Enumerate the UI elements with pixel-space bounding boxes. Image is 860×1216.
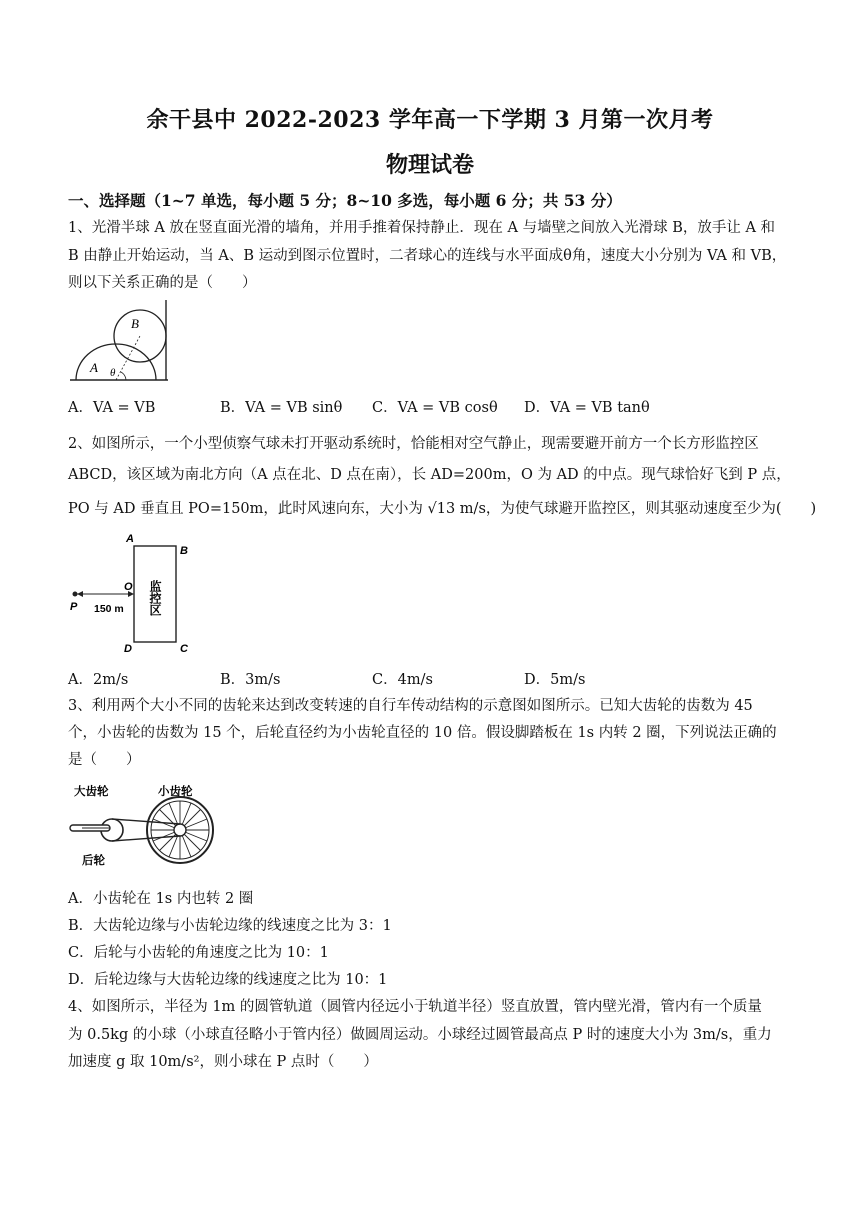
q3-option-c[interactable]: C．后轮与小齿轮的角速度之比为 10：1 [68,945,329,961]
q2-label-d: D [124,643,132,655]
exam-subtitle: 物理试卷 [385,152,474,178]
q3-line1: 3、利用两个大小不同的齿轮来达到改变转速的自行车传动结构的示意图如图所示。已知大齿轮的齿数为 45 [68,698,753,714]
q1-option-a[interactable]: A．VA = VB [68,400,156,416]
q3-option-a[interactable]: A．小齿轮在 1s 内也转 2 圈 [68,891,254,907]
q2-label-c: C [180,643,188,655]
q2-label-a: A [126,534,134,545]
q3-figure [68,778,218,866]
q1-label-b: B [131,316,139,331]
q2-label-p: P [70,601,78,613]
q1-option-c[interactable]: C．VA = VB cosθ [372,400,498,416]
q3-label-big-gear: 大齿轮 [74,784,109,798]
q1-line3: 则以下关系正确的是（ ） [68,275,257,291]
q3-line3: 是（ ） [68,752,141,768]
q3-line2: 个，小齿轮的齿数为 15 个，后轮直径约为小齿轮直径的 10 倍。假设脚踏板在 1s 内转 2 圈，下列说法正确的 [68,725,777,741]
q1-option-d[interactable]: D．VA = VB tanθ [524,400,650,416]
section-heading: 一、选择题（1~7 单选，每小题 5 分；8~10 多选，每小题 6 分；共 53 分） [68,191,622,210]
q4-line2: 为 0.5kg 的小球（小球直径略小于管内径）做圆周运动。小球经过圆管最高点 P 时的速度大小为 3m/s，重力 [68,1027,772,1043]
q2-label-o: O [124,581,133,593]
q3-option-d[interactable]: D．后轮边缘与大齿轮边缘的线速度之比为 10：1 [68,972,388,988]
q3-label-rear-wheel: 后轮 [82,853,105,866]
q1-figure [68,296,170,382]
q2-option-c[interactable]: C．4m/s [372,672,433,688]
q2-line2: ABCD，该区域为南北方向（A 点在北、D 点在南），长 AD=200m，O 为 AD 的中点。现气球恰好飞到 P 点， [68,467,791,483]
q3-option-b[interactable]: B．大齿轮边缘与小齿轮边缘的线速度之比为 3：1 [68,918,392,934]
q2-figure [68,534,194,656]
q1-option-b[interactable]: B．VA = VB sinθ [220,400,343,416]
q1-label-a: A [90,360,98,375]
q1-label-theta: θ [110,367,116,379]
q1-line2: B 由静止开始运动，当 A、B 运动到图示位置时，二者球心的连线与水平面成θ角，速度大小分别为 VA 和 VB， [68,248,787,264]
q2-label-distance: 150 m [94,603,124,615]
q4-line1: 4、如图所示，半径为 1m 的圆管轨道（圆管内径远小于轨道半径）竖直放置，管内壁光滑，管内有一个质量 [68,999,762,1015]
q2-line1: 2、如图所示，一个小型侦察气球未打开驱动系统时，恰能相对空气静止，现需要避开前方一个长方形监控区 [68,436,759,452]
q1-line1: 1、光滑半球 A 放在竖直面光滑的墙角，并用手推着保持静止．现在 A 与墙壁之间放入光滑球 B，放手让 A 和 [68,220,776,236]
q2-zone-label: 监控区 [148,580,162,616]
exam-title: 余干县中 2022-2023 学年高一下学期 3 月第一次月考 [146,107,714,133]
q2-option-a[interactable]: A．2m/s [68,672,129,688]
q3-label-small-gear: 小齿轮 [158,784,193,798]
q2-option-b[interactable]: B．3m/s [220,672,281,688]
q2-label-b: B [180,545,188,557]
q4-line3: 加速度 g 取 10m/s²，则小球在 P 点时（ ） [68,1054,378,1070]
q2-line3: PO 与 AD 垂直且 PO=150m，此时风速向东，大小为 √13 m/s，为使气球避开监控区，则其驱动速度至少为( ) [68,501,817,517]
q2-option-d[interactable]: D．5m/s [524,672,586,688]
